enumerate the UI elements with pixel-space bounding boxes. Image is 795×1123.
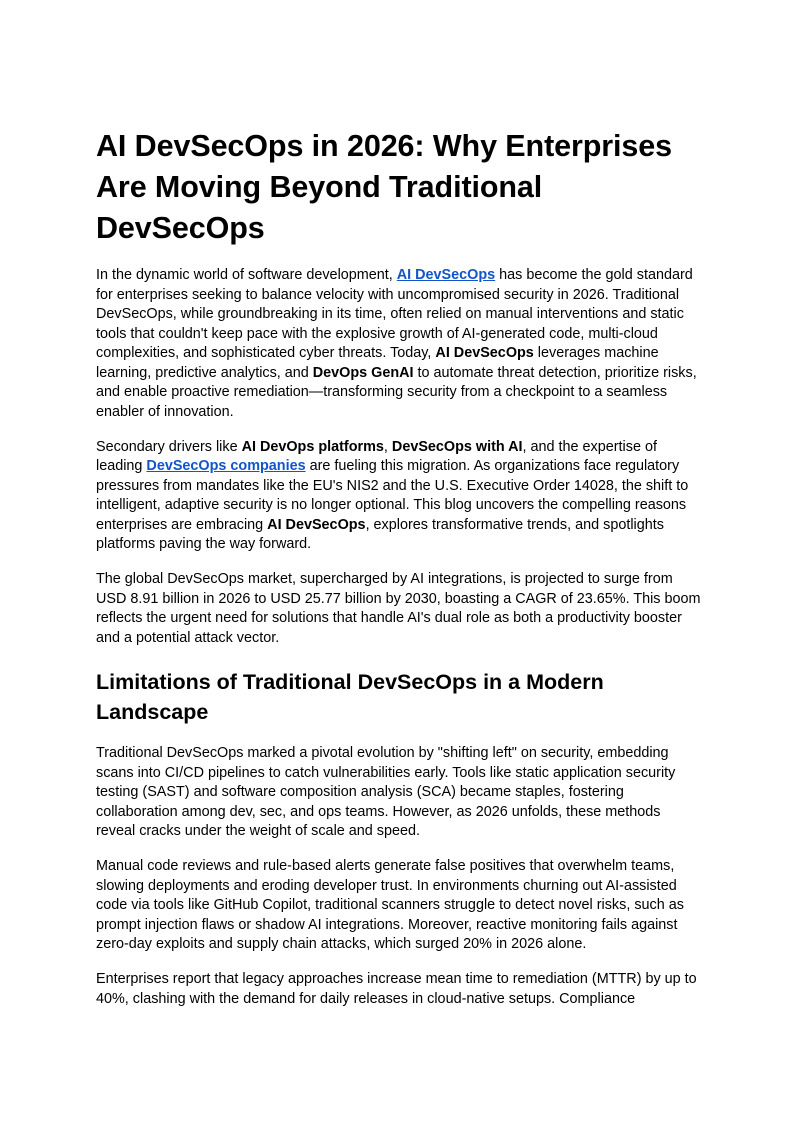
text: to automate threat detection, prioritize risks, and enable proactive remediation—transforming security from a checkpoint to a seamless enabler of innovation. (96, 364, 697, 420)
devsecops-companies-link[interactable]: DevSecOps companies (146, 458, 306, 474)
bold-text: DevOps GenAI (312, 364, 414, 381)
bold-text: AI DevSecOps (267, 516, 366, 533)
document-page (96, 126, 702, 1025)
text: , and the expertise of leading (96, 438, 657, 474)
bold-text: AI DevSecOps (435, 345, 534, 361)
drivers-paragraph (96, 438, 702, 555)
text: leverages machine learning, predictive analytics, and (96, 345, 659, 381)
text: are fueling this migration. As organizations face regulatory pressures from mandates like the EU's NIS2 and the U.S. Executive Order 14028, the shift to intelligent, adaptive security is no longer optional. This blog uncovers the compelling reasons enterprises are embracing (96, 458, 689, 533)
traditional-paragraph: Traditional DevSecOps marked a pivotal evolution by "shifting left" on security, embedding scans into CI/CD pipelines to catch vulnerabilities early. Tools like static application security testing (SAST) and software composition analysis (SCA) became staples, fostering collaboration among dev, sec, and ops teams. However, as 2026 unfolds, these methods reveal cracks under the weight of scale and speed. (96, 745, 676, 839)
manual-reviews-paragraph: Manual code reviews and rule-based alerts generate false positives that overwhelm teams, slowing deployments and eroding developer trust. In environments churning out AI-assisted code via tools like GitHub Copilot, traditional scanners struggle to detect novel risks, such as prompt injection flaws or shadow AI integrations. Moreover, reactive monitoring fails against zero-day exploits and supply chain attacks, which surged 20% in 2026 alone. (96, 858, 684, 952)
ai-devsecops-link[interactable]: AI DevSecOps (396, 267, 496, 283)
bold-text: DevSecOps with AI (391, 438, 523, 455)
legacy-paragraph: Enterprises report that legacy approaches increase mean time to remediation (MTTR) by up to 40%, clashing with the demand for daily releases in cloud-native setups. Compliance (96, 971, 697, 1007)
market-paragraph: The global DevSecOps market, supercharged by AI integrations, is projected to surge from USD 8.91 billion in 2026 to USD 25.77 billion by 2030, boasting a CAGR of 23.65%. This boom reflects the urgent need for solutions that handle AI's dual role as both a productivity booster and a potential attack vector. (96, 571, 701, 646)
text: In the dynamic world of software development, (96, 267, 397, 283)
text: , explores transformative trends, and spotlights platforms paving the way forward. (96, 516, 664, 552)
text: Secondary drivers like (96, 438, 242, 455)
text: has become the gold standard for enterprises seeking to balance velocity with uncompromised security in 2026. Traditional DevSecOps, while groundbreaking in its time, often relied on manual interventions and static tools that couldn't keep pace with the explosive growth of AI-generated code, multi-cloud complexities, and sophisticated cyber threats. Today, (96, 267, 693, 361)
article-title: AI DevSecOps in 2026: Why Enterprises Are Moving Beyond Traditional DevSecOps (96, 129, 673, 245)
bold-text: AI DevOps platforms (241, 438, 384, 455)
section-heading: Limitations of Traditional DevSecOps in a Modern Landscape (96, 670, 604, 724)
text: , (383, 438, 392, 455)
intro-paragraph (96, 266, 702, 422)
